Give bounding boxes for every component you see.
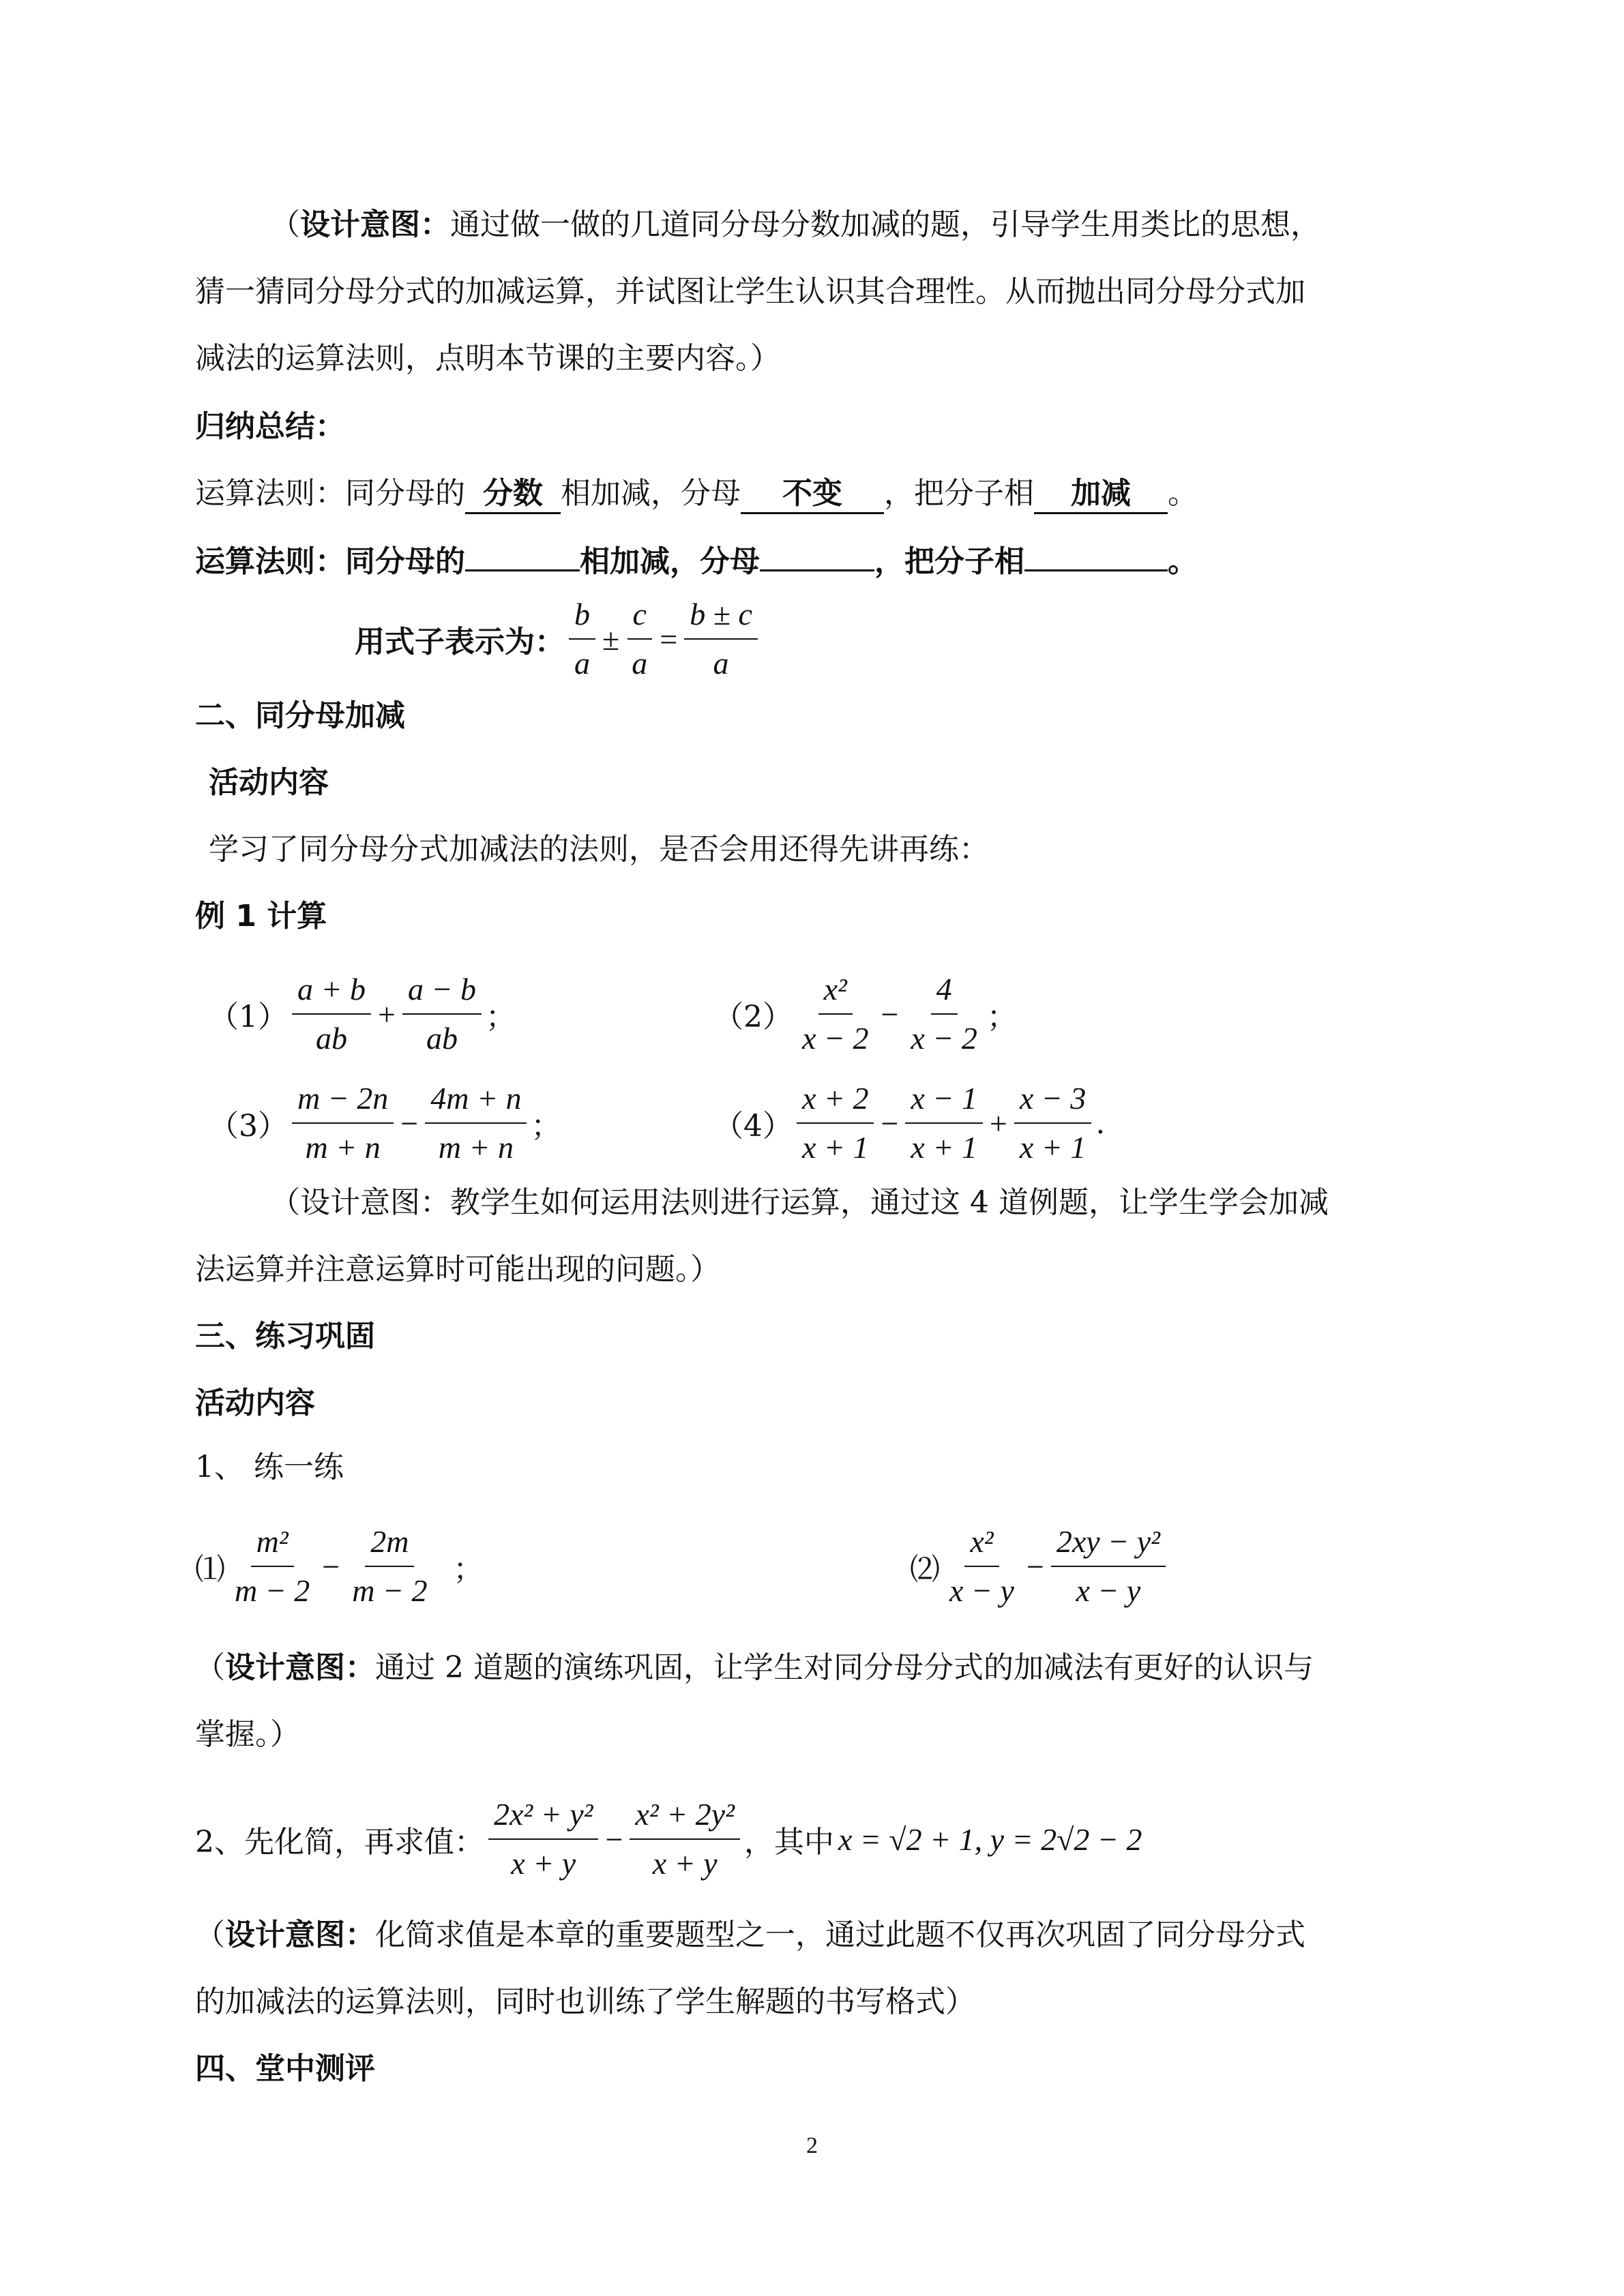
practice-title: 1、 练一练 xyxy=(195,1450,344,1485)
formula-label: 用式子表示为： xyxy=(355,625,565,659)
design-intent-simplify-line1: （设计意图：化简求值是本章的重要题型之一，通过此题不仅再次巩固了同分母分式 xyxy=(195,1918,1305,1952)
formula-fraction-2: $\frac{c}{a}$ xyxy=(626,593,653,685)
section-3-heading: 三、练习巩固 xyxy=(195,1319,375,1354)
formula-fraction-3: $\frac{b \pm c}{a}$ xyxy=(684,593,758,685)
rule-empty: 运算法则：同分母的 相加减，分母 ，把分子相 。 xyxy=(195,544,1198,579)
example-1-heading: 例 1 计算 xyxy=(195,899,327,934)
page-number: 2 xyxy=(806,2133,818,2158)
rule-blank-3: 加减 xyxy=(1034,475,1168,514)
rule-empty-blank-1 xyxy=(465,569,580,571)
formula-row: 用式子表示为： $\frac{b}{a}$ ± $\frac{c}{a}$ = $\frac{b \pm c}{a}$ xyxy=(355,593,762,685)
section-2-activity: 活动内容 xyxy=(209,765,329,800)
example-problem-2: （2） $\frac{\text{x²}}{x - 2}$ − $\frac{4}{x - 2}$ ； xyxy=(713,968,1017,1060)
design-intent-1-line3: 减法的运算法则，点明本节课的主要内容。） xyxy=(195,341,780,376)
design-intent-examples-line1: （设计意图：教学生如何运用法则进行运算，通过这 4 道例题，让学生学会加减 xyxy=(270,1185,1329,1220)
section-2-intro: 学习了同分母分式加减法的法则，是否会用还得先讲再练： xyxy=(209,832,989,867)
section-3-activity: 活动内容 xyxy=(195,1386,315,1420)
formula-fraction-1: $\frac{b}{a}$ xyxy=(569,593,595,685)
practice-problem-1: ⑴ $\frac{\text{m²}}{m - 2}$ − $\frac{2m}{m - 2}$ ； xyxy=(195,1521,483,1612)
design-intent-simplify-line2: 的加减法的运算法则，同时也训练了学生解题的书写格式） xyxy=(195,1984,975,2019)
rule-blank-1: 分数 xyxy=(465,475,561,514)
design-intent-1-line2: 猜一猜同分母分式的加减运算，并试图让学生认识其合理性。从而抛出同分母分式加 xyxy=(195,274,1305,309)
design-intent-practice-line1: （设计意图：通过 2 道题的演练巩固，让学生对同分母分式的加减法有更好的认识与 xyxy=(195,1650,1314,1685)
rule-filled: 运算法则：同分母的 分数 相加减，分母 不变 ，把分子相 加减 。 xyxy=(195,473,1198,514)
design-intent-1-line1: （设计意图：通过做一做的几道同分母分数加减的题，引导学生用类比的思想， xyxy=(270,207,1320,242)
design-intent-practice-line2: 掌握。） xyxy=(195,1717,300,1752)
section-2-heading: 二、同分母加减 xyxy=(195,698,405,733)
summary-heading: 归纳总结： xyxy=(195,409,345,444)
design-intent-examples-line2: 法运算并注意运算时可能出现的问题。） xyxy=(195,1252,720,1287)
simplify-condition: x = √2 + 1, y = 2√2 − 2 xyxy=(838,1821,1142,1857)
rule-empty-blank-3 xyxy=(1024,569,1168,571)
example-problem-1: （1） $\frac{a + b}{ab}$ + $\frac{a - b}{ab}$ ； xyxy=(209,968,516,1060)
design-intent-label: 设计意图： xyxy=(300,207,450,242)
simplify-problem: 2、先化简，再求值： $\frac{\text{2x² + y²}}{x + y}$ − $\frac{\text{x² + 2y²}}{x + y}$ ，其中 x = √2 + 1, y = 2√2 − 2 xyxy=(195,1793,1142,1885)
rule-blank-2: 不变 xyxy=(741,475,884,514)
example-problem-4: （4） $\frac{x + 2}{x + 1}$ − $\frac{x - 1}{x + 1}$ + $\frac{x - 3}{x + 1}$ . xyxy=(713,1077,1105,1169)
rule-empty-blank-2 xyxy=(760,569,874,571)
example-problem-3: （3） $\frac{m - 2n}{m + n}$ − $\frac{4m + n}{m + n}$ ； xyxy=(209,1077,561,1169)
practice-problem-2: ⑵ $\frac{\text{x²}}{x - y}$ − $\frac{\text{2xy − y²}}{x - y}$ xyxy=(910,1521,1170,1612)
section-4-heading: 四、堂中测评 xyxy=(195,2051,375,2086)
